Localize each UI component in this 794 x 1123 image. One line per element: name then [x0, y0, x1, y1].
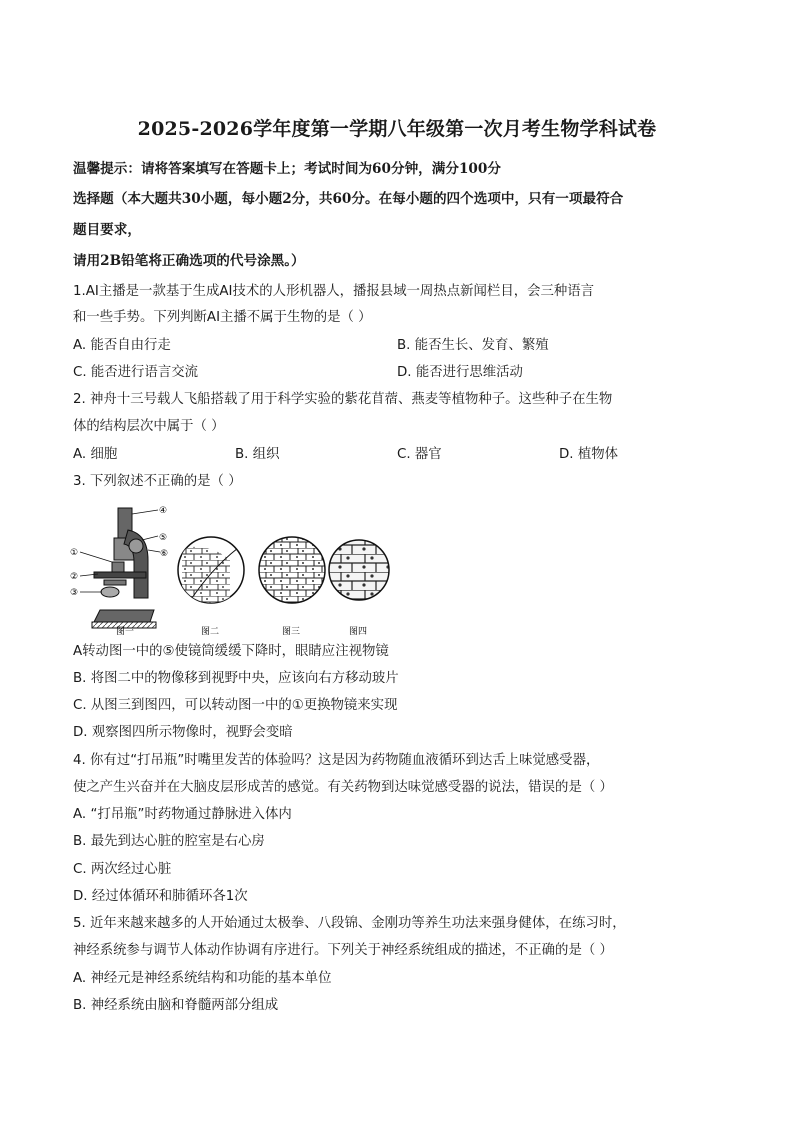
q1-option-c: C. 能否进行语言交流: [73, 365, 198, 380]
q4-stem-line2: 使之产生兴奋并在大脑皮层形成苦的感觉。有关药物到达味觉感受器的说法，错误的是（ ）: [73, 780, 613, 795]
view-field-4: [329, 540, 389, 600]
section-instruction-line3: 请用2B铅笔将正确选项的代号涂黑。）: [73, 253, 305, 269]
figure-label-3: 图三: [282, 627, 301, 637]
view-field-3: [259, 537, 325, 603]
section-instruction-line1: 选择题（本大题共30小题，每小题2分，共60分。在每小题的四个选项中，只有一项最符合: [73, 191, 624, 207]
q2-stem-line2: 体的结构层次中属于（ ）: [73, 419, 225, 434]
figure-label-2: 图二: [201, 627, 220, 637]
q2-option-d: D. 植物体: [559, 447, 618, 462]
page-title: 2025-2026学年度第一学期八年级第一次月考生物学科试卷: [137, 118, 657, 140]
q3-stem: 3. 下列叙述不正确的是（ ）: [73, 474, 242, 489]
q1-stem-line2: 和一些手势。下列判断AI主播不属于生物的是（ ）: [73, 310, 372, 325]
q3-option-d: D. 观察图四所示物像时，视野会变暗: [73, 725, 293, 740]
q2-option-b: B. 组织: [235, 447, 280, 462]
marker-2: ②: [70, 572, 79, 582]
q2-option-c: C. 器官: [397, 447, 442, 462]
q3-option-a: A转动图一中的⑤使镜筒缓缓下降时，眼睛应注视物镜: [73, 644, 389, 659]
exam-tip: 温馨提示：请将答案填写在答题卡上；考试时间为60分钟，满分100分: [73, 161, 501, 177]
q5-stem-line2: 神经系统参与调节人体动作协调有序进行。下列关于神经系统组成的描述，不正确的是（ ）: [73, 943, 613, 958]
q4-option-b: B. 最先到达心脏的腔室是右心房: [73, 834, 265, 849]
q1-option-d: D. 能否进行思维活动: [397, 365, 523, 380]
marker-6: ⑥: [160, 549, 169, 559]
figure-label-1: 图一: [116, 627, 135, 637]
microscope-drawing: [70, 506, 168, 628]
q4-option-d: D. 经过体循环和肺循环各1次: [73, 889, 248, 904]
q3-option-c: C. 从图三到图四，可以转动图一中的①更换物镜来实现: [73, 698, 398, 713]
marker-1: ①: [70, 548, 79, 558]
marker-3: ③: [70, 588, 79, 598]
q4-option-a: A. “打吊瓶”时药物通过静脉进入体内: [73, 807, 292, 822]
q2-option-a: A. 细胞: [73, 447, 118, 462]
q2-stem-line1: 2. 神舟十三号载人飞船搭载了用于科学实验的紫花苜蓿、燕麦等植物种子。这些种子在生物: [73, 392, 613, 407]
section-instruction-line2: 题目要求，: [73, 222, 141, 238]
q1-option-b: B. 能否生长、发育、繁殖: [397, 338, 549, 353]
microscope-figure: [70, 500, 390, 640]
q1-stem-line1: 1.AI主播是一款基于生成AI技术的人形机器人，播报县域一周热点新闻栏目，会三种语言: [73, 284, 595, 299]
figure-label-4: 图四: [349, 627, 368, 637]
q5-option-a: A. 神经元是神经系统结构和功能的基本单位: [73, 971, 332, 986]
q5-stem-line1: 5. 近年来越来越多的人开始通过太极拳、八段锦、金刚功等养生功法来强身健体，在练习时，: [73, 916, 626, 931]
q5-option-b: B. 神经系统由脑和脊髓两部分组成: [73, 998, 279, 1013]
q4-option-c: C. 两次经过心脏: [73, 862, 172, 877]
view-field-2: [178, 537, 244, 610]
q4-stem-line1: 4. 你有过“打吊瓶”时嘴里发苦的体验吗？这是因为药物随血液循环到达舌上味觉感受器，: [73, 753, 600, 768]
marker-4: ④: [159, 506, 168, 516]
marker-5: ⑤: [159, 533, 168, 543]
q3-option-b: B. 将图二中的物像移到视野中央，应该向右方移动玻片: [73, 671, 399, 686]
q1-option-a: A. 能否自由行走: [73, 338, 171, 353]
